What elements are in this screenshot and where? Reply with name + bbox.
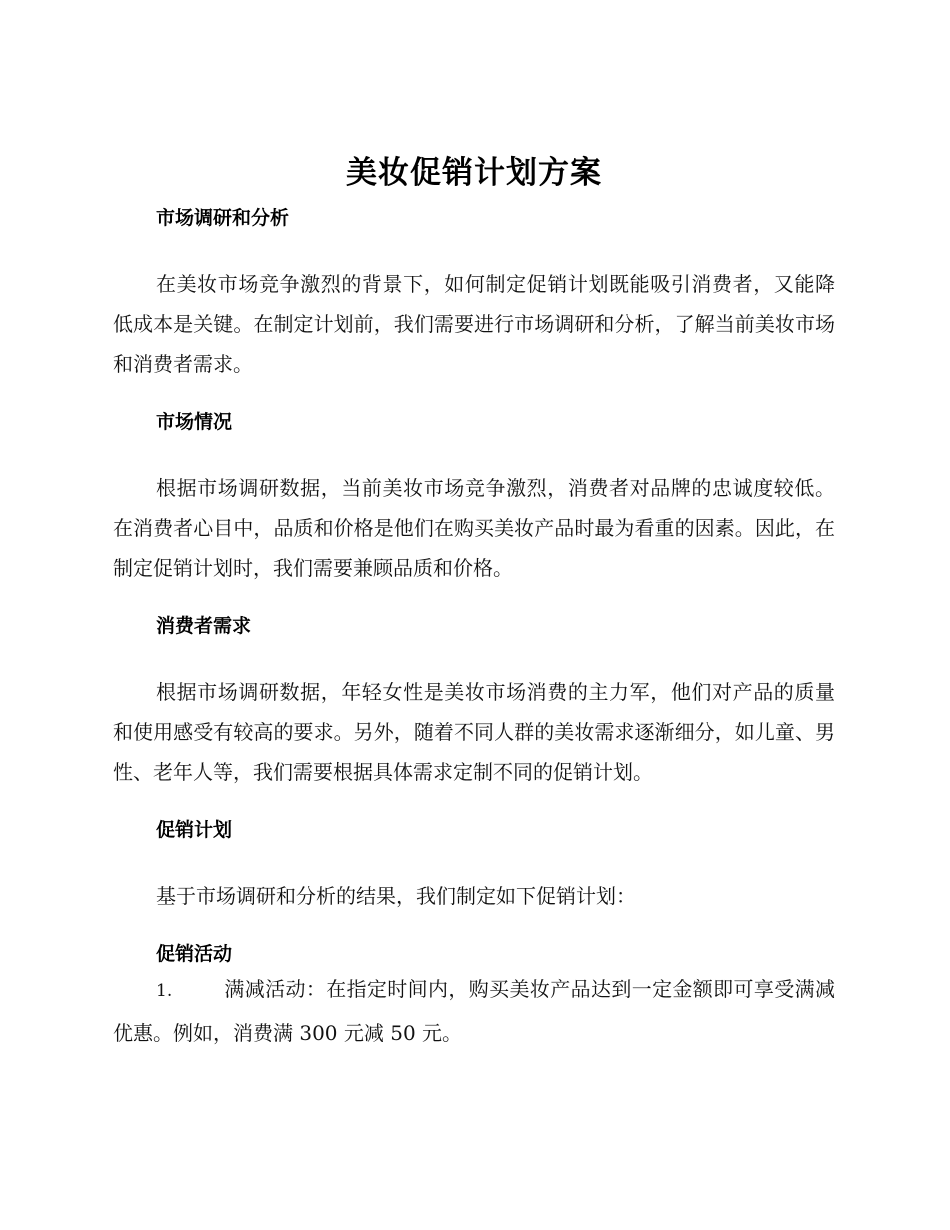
section-heading-promotion-activities: 促销活动: [156, 943, 233, 965]
section-heading-market-research: 市场调研和分析: [156, 207, 290, 229]
list-item-number: 1.: [156, 981, 173, 1001]
list-item-text: 满减活动：在指定时间内，购买美妆产品达到一定金额即可享受满减优惠。例如，消费满 300 元减 50 元。: [113, 977, 835, 1045]
section-heading-promotion-plan: 促销计划: [156, 819, 233, 841]
section-paragraph-market-research: 在美妆市场竞争激烈的背景下，如何制定促销计划既能吸引消费者，又能降低成本是关键。在制定计划前，我们需要进行市场调研和分析，了解当前美妆市场和消费者需求。: [113, 272, 835, 376]
section-paragraph-consumer-needs: 根据市场调研数据，年轻女性是美妆市场消费的主力军，他们对产品的质量和使用感受有较高的要求。另外，随着不同人群的美妆需求逐渐细分，如儿童、男性、老年人等，我们需要根据具体需求定制不同的促销计划。: [113, 680, 835, 784]
list-item: [113, 968, 835, 1054]
section-heading-market-situation: 市场情况: [156, 411, 233, 433]
section-paragraph-promotion-plan: 基于市场调研和分析的结果，我们制定如下促销计划：: [156, 884, 636, 908]
document-title: 美妆促销计划方案: [346, 155, 602, 191]
section-heading-consumer-needs: 消费者需求: [156, 615, 252, 637]
section-paragraph-market-situation: 根据市场调研数据，当前美妆市场竞争激烈，消费者对品牌的忠诚度较低。在消费者心目中，品质和价格是他们在购买美妆产品时最为看重的因素。因此，在制定促销计划时，我们需要兼顾品质和价格。: [113, 476, 835, 580]
document-body: [113, 150, 835, 1054]
